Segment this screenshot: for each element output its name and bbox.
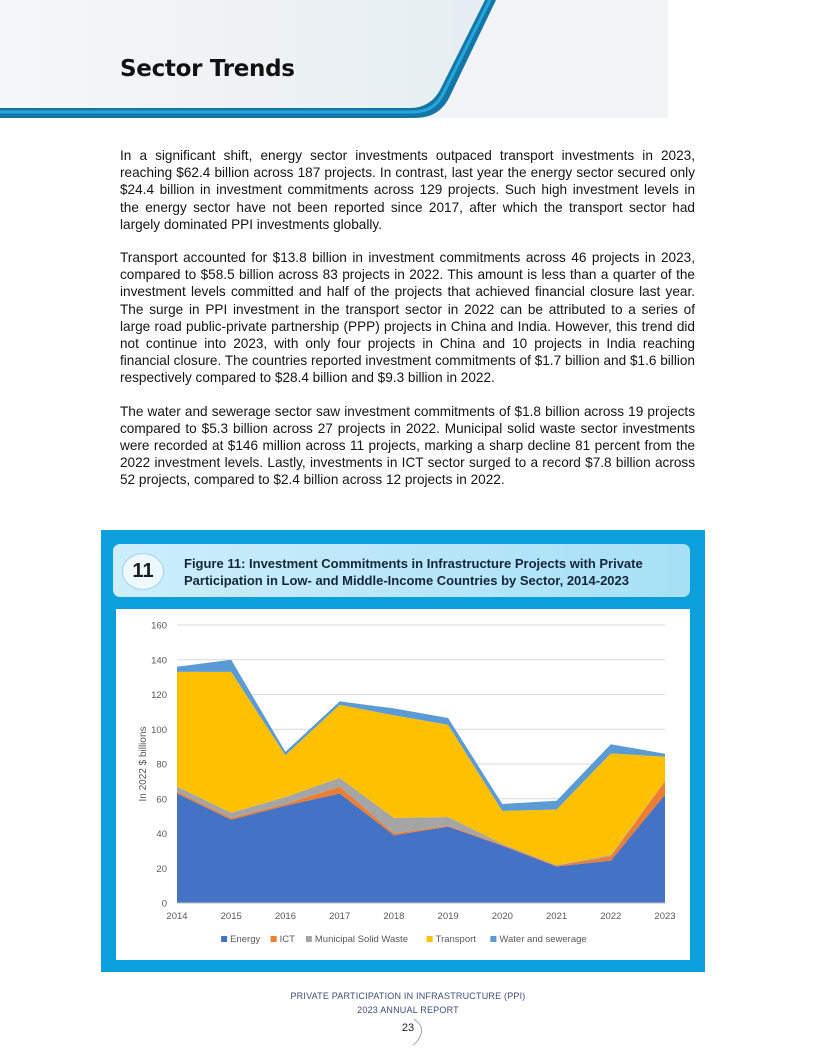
paragraph: The water and sewerage sector saw investment commitments of $1.8 billion across 19 projects compared to $5.3 billion across 27 projects in 2022. Municipal solid waste sector investments were recorded at $146 million across 11 projects, marking a sharp decline 81 percent from the 2022 investment levels. Lastly, investments in ICT sector surged to a record $7.8 billion across 52 projects, compared to $2.4 billion across 12 projects in 2022. — [120, 403, 695, 488]
legend-swatch — [490, 936, 496, 942]
legend-swatch — [221, 936, 227, 942]
legend-label: Water and sewerage — [499, 934, 587, 945]
y-tick-label: 60 — [156, 794, 167, 806]
y-tick-label: 40 — [156, 829, 167, 840]
legend-swatch — [427, 936, 433, 942]
x-tick-label: 2023 — [654, 911, 676, 922]
y-tick-label: 80 — [156, 759, 167, 771]
x-tick-label: 2014 — [166, 911, 188, 922]
legend-label: Municipal Solid Waste — [314, 934, 408, 945]
page-title: Sector Trends — [120, 56, 295, 82]
paragraph: In a significant shift, energy sector investments outpaced transport investments in 2023, reaching $62.4 billion across 187 projects. In contrast, last year the energy sector secured only $24.4 billion in investment commitments across 129 projects. Such high investment levels in the energy sector have not been reported since 2017, after which the transport sector had largely dominated PPI investments globally. — [120, 148, 695, 232]
page-number: 23 — [401, 1022, 415, 1034]
figure-number-badge: 11 — [123, 554, 163, 589]
legend-swatch — [306, 936, 312, 942]
y-tick-label: 140 — [151, 655, 167, 667]
figure-heading — [113, 544, 690, 597]
y-tick-label: 20 — [156, 863, 167, 875]
footer-report-subtitle: 2023 ANNUAL REPORT — [357, 1005, 459, 1015]
legend-label: ICT — [279, 934, 295, 945]
x-tick-label: 2020 — [491, 911, 513, 922]
y-tick-label: 0 — [161, 898, 167, 910]
x-tick-label: 2021 — [545, 911, 568, 922]
legend-swatch — [271, 936, 277, 942]
y-tick-label: 160 — [151, 620, 167, 632]
x-tick-label: 2016 — [274, 911, 297, 922]
footer-report-title: PRIVATE PARTICIPATION IN INFRASTRUCTURE (PPI) — [290, 991, 526, 1001]
paragraph: Transport accounted for $13.8 billion in investment commitments across 46 projects in 2023, compared to $58.5 billion across 83 projects in 2022. This amount is less than a quarter of the investment levels committed and half of the projects that achieved financial closure last year. The surge in PPI investment in the transport sector in 2022 can be attributed to a series of large road public-private partnership (PPP) projects in China and India. However, this trend did not continue into 2023, with only four projects in China and 10 projects in India reaching financial closure. The countries reported investment commitments of $1.7 billion and $1.6 billion respectively compared to $28.4 billion and $9.3 billion in 2022. — [120, 250, 695, 386]
x-tick-label: 2017 — [329, 911, 351, 922]
figure-caption: Figure 11: Investment Commitments in Infrastructure Projects with Private Participation in Low- and Middle-Income Countries by Sector, 2014-2023 — [184, 556, 643, 588]
y-axis-title: In 2022 $ billions — [138, 726, 149, 802]
legend-label: Energy — [230, 934, 261, 945]
y-tick-label: 120 — [151, 690, 167, 701]
x-tick-label: 2015 — [220, 911, 242, 922]
stacked-area-chart — [116, 609, 690, 960]
chart-area — [116, 609, 690, 960]
x-tick-label: 2019 — [437, 911, 459, 922]
legend-label: Transport — [435, 934, 476, 945]
x-tick-label: 2018 — [383, 911, 405, 922]
x-tick-label: 2022 — [600, 911, 622, 922]
y-tick-label: 100 — [151, 724, 167, 736]
body-text — [120, 147, 695, 505]
